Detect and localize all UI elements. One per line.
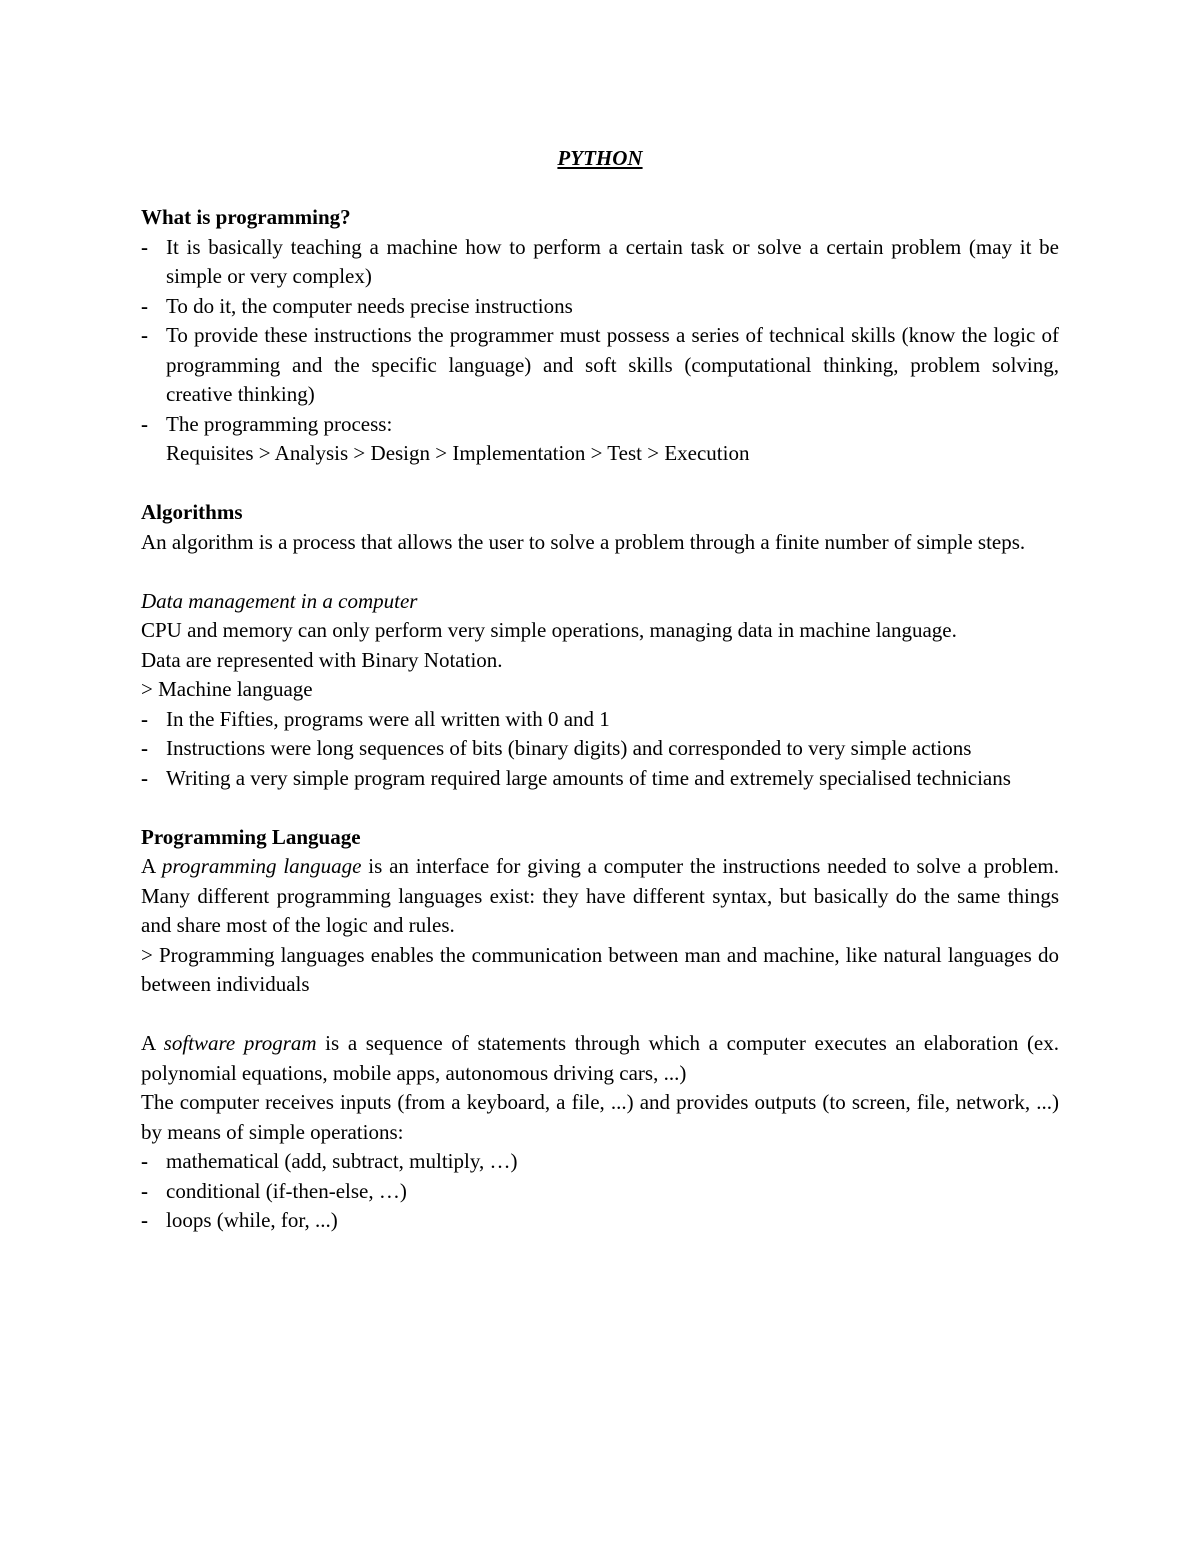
text-run: is an interface for giving a computer the instructions needed to solve a problem. Many different programming languages exist: they have different syntax, but basically do the same things and share most of the logic and rules. (141, 854, 1059, 937)
list-item-text: The programming process: (166, 411, 393, 436)
data-management-line: CPU and memory can only perform very simple operations, managing data in machine language. (141, 618, 957, 642)
dash-bullet: - (141, 323, 148, 347)
list-item (141, 321, 1059, 410)
list-item (141, 1177, 1059, 1207)
inputs-outputs-paragraph: The computer receives inputs (from a keyboard, a file, ...) and provides outputs (to screen, file, network, ...) by means of simple operations: (141, 1090, 1059, 1144)
list-item (141, 734, 1059, 764)
list-item-text: It is basically teaching a machine how to perform a certain task or solve a certain problem (may it be simple or very complex) (166, 234, 1059, 288)
section-heading-what-is-programming: What is programming? (141, 205, 351, 229)
what-is-programming-list (141, 233, 1059, 469)
list-item (141, 1147, 1059, 1177)
software-program-paragraph (141, 1029, 1059, 1088)
list-item-text: loops (while, for, ...) (166, 1208, 338, 1232)
list-item-text: Instructions were long sequences of bits (binary digits) and corresponded to very simple actions (166, 736, 972, 760)
list-item-text: In the Fifties, programs were all written with 0 and 1 (166, 706, 610, 731)
spacer (141, 557, 1059, 587)
dash-bullet: - (141, 1149, 148, 1173)
text-run: A (141, 854, 162, 878)
list-item (141, 705, 1059, 735)
list-item (141, 410, 1059, 469)
section-heading-algorithms: Algorithms (141, 500, 243, 524)
list-item (141, 764, 1059, 794)
dash-bullet: - (141, 411, 148, 436)
list-item-text: To provide these instructions the programmer must possess a series of technical skills (know the logic of programming and the specific language) and soft skills (computational thinking, problem solving, creative thinking) (166, 323, 1059, 406)
process-steps: Requisites > Analysis > Design > Implementation > Test > Execution (166, 441, 750, 465)
algorithms-paragraph: An algorithm is a process that allows the user to solve a problem through a finite number of simple steps. (141, 529, 1026, 554)
document-title: PYTHON (557, 146, 643, 170)
dash-bullet: - (141, 1208, 148, 1232)
machine-language-list (141, 705, 1059, 794)
spacer (141, 793, 1059, 823)
list-item (141, 292, 1059, 322)
list-item (141, 1206, 1059, 1236)
document-page (141, 140, 1059, 1236)
dash-bullet: - (141, 1178, 148, 1203)
text-run: A (141, 1031, 164, 1055)
list-item-text: conditional (if-then-else, …) (166, 1178, 407, 1203)
dash-bullet: - (141, 293, 148, 318)
operations-list (141, 1147, 1059, 1236)
spacer (141, 469, 1059, 499)
dash-bullet: - (141, 234, 148, 259)
list-item-text: To do it, the computer needs precise instructions (166, 293, 573, 318)
dash-bullet: - (141, 706, 148, 731)
dash-bullet: - (141, 736, 148, 760)
emphasis-text: programming language (161, 854, 362, 878)
data-management-line: > Machine language (141, 677, 313, 701)
list-item (141, 233, 1059, 292)
list-item-text: Writing a very simple program required large amounts of time and extremely specialised technicians (166, 765, 1011, 790)
spacer (141, 1000, 1059, 1030)
dash-bullet: - (141, 765, 148, 790)
data-management-line: Data are represented with Binary Notation. (141, 647, 503, 672)
section-heading-data-management: Data management in a computer (141, 588, 418, 613)
list-item-text: mathematical (add, subtract, multiply, …) (166, 1149, 518, 1173)
programming-language-paragraph: > Programming languages enables the communication between man and machine, like natural languages do between individuals (141, 942, 1059, 996)
section-heading-programming-language: Programming Language (141, 824, 361, 849)
text-run: is a sequence of statements through which a computer executes an elaboration (ex. polynomial equations, mobile apps, autonomous driving cars, ...) (141, 1031, 1060, 1085)
emphasis-text: software program (163, 1031, 317, 1055)
programming-language-paragraph (141, 852, 1059, 941)
